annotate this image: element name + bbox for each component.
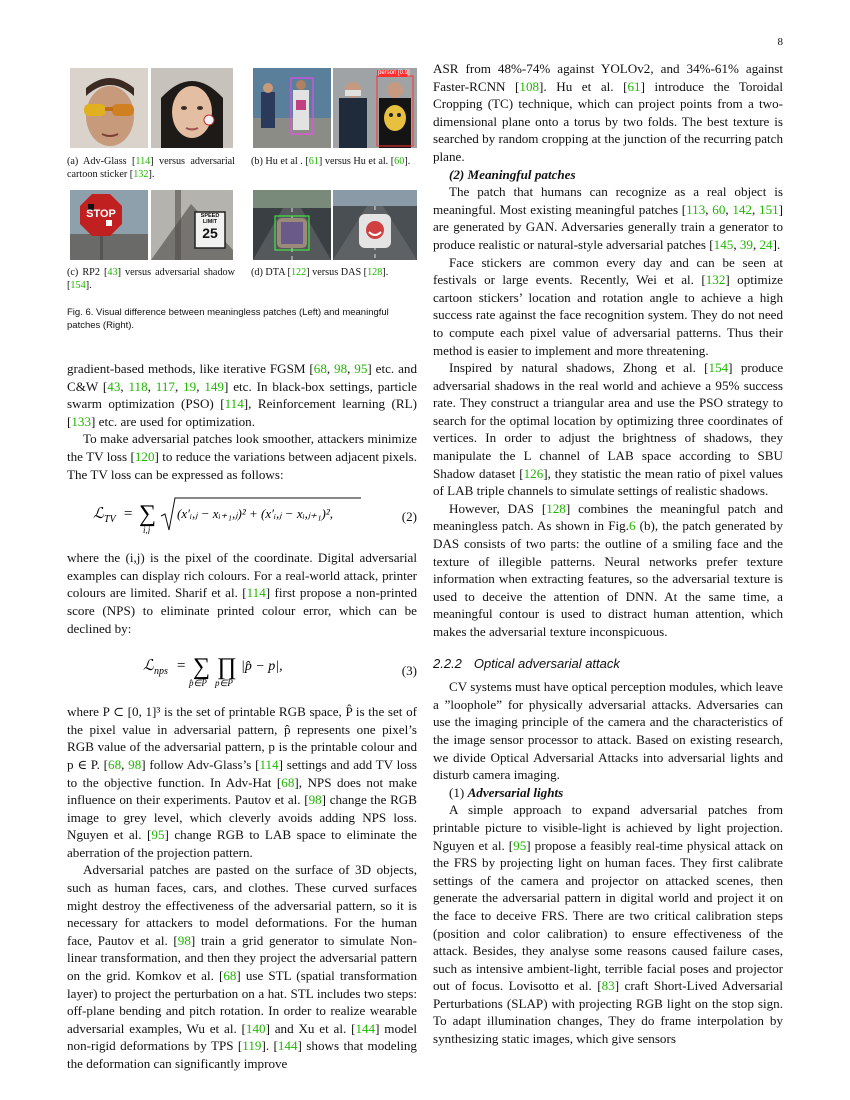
paragraph: However, DAS [128] combines the meaningful patch and meaningless patch. As shown in Fig.6 (b), the patch generated by DAS consists of two parts: the outline of a smiling face and the texture of illegible patterns. Neural networks prefer texture information when extracting features, so the adversarial texture is used to deceive the attention of DNN. At the same time, a meaningful contour is used to distract human attention, which makes the adversarial texture inconspicuous. bbox=[433, 500, 783, 639]
paragraph: Adversarial patches are pasted on the surface of 3D objects, such as human faces, cars, and clothes. These curved surfaces might destroy the effectiveness of the adversarial pattern, so it is necessary for attackers to model deformations. For the human face, Pautov et al. [98] train a grid generator to simulate Non-linear transformation, and then they project the adversarial pattern on the grid. Komkov et al. [68] use STL (spatial transformation layer) to project the perturbation on a hat. STL includes two steps: off-plane bending and pitch rotation. In order to realize wearable adversarial examples, Wu et al. [140] and Xu et al. [144] model non-rigid deformations by TPS [119]. [144] shows that modeling the deformation can significantly improve bbox=[67, 862, 417, 1071]
equation-body bbox=[67, 648, 389, 694]
right-column bbox=[433, 60, 783, 1048]
svg-text:∑: ∑ bbox=[139, 501, 157, 528]
left-column bbox=[67, 360, 417, 1073]
svg-text:=: = bbox=[123, 506, 134, 523]
svg-text:i,j: i,j bbox=[143, 525, 151, 535]
detection-label: person [0.9] bbox=[378, 70, 410, 76]
subheading-adversarial-lights: (1) Adversarial lights bbox=[449, 784, 564, 800]
subfigure-d-caption: (d) DTA [122] versus DAS [128]. bbox=[251, 267, 389, 278]
adv-glass-face-image bbox=[70, 68, 148, 148]
paragraph: ASR from 48%-74% against YOLOv2, and 34%-61% against Faster-RCNN [108]. Hu et al. [61] introduce the Toroidal Cropping (TC) technique, which can project points from a two-dimensional plane onto a torus by two folds. The best texture is searched by random cropping at the junction of the recurring patch plane. bbox=[433, 61, 783, 164]
speed-limit-sign-image bbox=[151, 190, 233, 260]
equation-number: (3) bbox=[401, 663, 417, 679]
das-car-image bbox=[333, 190, 417, 260]
paragraph: A simple approach to expand adversarial patches from printable picture to visible-light is achieved by light projection. Nguyen et al. [95] propose a feasibly real-time physical attack on the FRS by projecting light on human faces. They first calibrate settings of the camera and projector on attacked scenes, then generate the adversarial pattern in digital world and project it on the face to deceive FRS. There are two critical calibration steps (position and color calibration) to ensure effectiveness of the attack. Besides, they analyse some reasons caused failure cases, such as intensive ambient-light, terrible facial poses and projector out of focus. Lovisotto et al. [83] craft Short-Lived Adversarial Perturbations (SLAP) with projecting RGB light on the stop sign. To adapt illumination changes, They do frame interpolation by synthesizing static images, which give sensors bbox=[433, 802, 783, 1047]
svg-text:TV: TV bbox=[104, 514, 116, 526]
svg-text:nps: nps bbox=[154, 666, 168, 678]
svg-text:(x′ᵢ,ⱼ − xᵢ₊₁,ⱼ)² + (x′ᵢ,ⱼ − x: (x′ᵢ,ⱼ − xᵢ₊₁,ⱼ)² + (x′ᵢ,ⱼ − xᵢ,ⱼ₊₁)², bbox=[177, 506, 334, 522]
subfigure-b-caption: (b) Hu et al . [61] versus Hu et al. [60]. bbox=[251, 156, 411, 167]
person-detection-image-left bbox=[253, 68, 331, 148]
stop-sign-image bbox=[70, 190, 148, 260]
svg-text:p∈P: p∈P bbox=[215, 678, 233, 689]
paragraph: Inspired by natural shadows, Zhong et al. [154] produce adversarial shadows in the real world and achieve a 95% success rate. They construct a triangular area and use the PSO strategy to search for the optimal location by optimizing three coordinates of vertices. In order to adjust the brightness of shadows, they manipulate the L channel of LAB space according to SBU Shadow dataset [126], they statistic the mean ratio of pixel values of LAB triple channels to simulate settings of realistic shadows. bbox=[433, 360, 784, 499]
svg-text:|p̂ − p|,: |p̂ − p|, bbox=[241, 659, 283, 675]
paragraph: CV systems must have optical perception modules, which leave a ”loophole” for physically adversarial attacks. Adversaries can use the imaging principle of the camera and the characteristics of the image sensor processor to attack. Based on existing research, we divide Optical Adversarial Attacks into adversarial lights and disturb camera imaging. bbox=[433, 679, 783, 783]
paragraph: Face stickers are common every day and can be seen at festivals or large events. Recently, Wei et al. [132] optimize cartoon stickers’ location and rotation angle to achieve a high success rate against the face recognition system. They do not need to compute each pixel value of adversarial patterns. Thus their method is easier to implement and more threatening. bbox=[433, 254, 783, 358]
paragraph: gradient-based methods, like iterative FGSM [68, 98, 95] etc. and C&W [43, 118, 117, 19, 149] etc. In black-box settings, particle swarm optimization (PSO) [114], Reinforcement learning (RL) [133] etc. are used for optimization. bbox=[67, 361, 417, 429]
stop-sign-text: STOP bbox=[86, 208, 116, 220]
paragraph: where P ⊂ [0, 1]³ is the set of printable RGB space, P̂ is the set of the pixel value in adversarial pattern, p̂ represents one pixel’s RGB value of the adversarial pattern, p is the printable colour and p ∈ P. [68, 98] follow Adv-Glass’s [114] settings and add TV loss to the objective function. In Adv-Hat [68], NPS does not make influence on their experiments. Pautov et al. [98] change the RGB image to grey level, which cleverly avoids adding NPS loss. Nguyen et al. [95] change RGB to LAB space to eliminate the aberration of the projection pattern. bbox=[67, 704, 418, 860]
cartoon-sticker-face-image bbox=[151, 68, 233, 148]
dta-car-image bbox=[253, 190, 331, 260]
svg-text:ℒ: ℒ bbox=[143, 658, 154, 675]
figure-6 bbox=[67, 64, 417, 334]
svg-text:∑: ∑ bbox=[193, 654, 211, 681]
paragraph: To make adversarial patches look smoother, attackers minimize the TV loss [120] to reduce the variations between adjacent pixels. The TV loss can be expressed as follows: bbox=[67, 431, 417, 482]
svg-text:p̂∈P̂: p̂∈P̂ bbox=[189, 678, 207, 689]
paragraph: The patch that humans can recognize as a real object is meaningful. Most existing meaningful patches [113, 60, 142, 151] are generated by GAN. Adversaries generally train a generator to produce realistic or natural-style adversarial patches [145, 39, 24]. bbox=[433, 184, 784, 252]
section-heading-optical: 2.2.2 Optical adversarial attack bbox=[433, 655, 620, 671]
person-detection-image-right bbox=[333, 68, 417, 148]
subheading-meaningful-patches: (2) Meaningful patches bbox=[449, 166, 576, 182]
page-number: 8 bbox=[777, 36, 783, 48]
figure-caption: Fig. 6. Visual difference between meaningless patches (Left) and meaningful patches (Right). bbox=[67, 307, 389, 331]
speed-limit-text: SPEED LIMIT 25 bbox=[200, 213, 220, 241]
svg-text:∏: ∏ bbox=[217, 654, 237, 681]
equation-body bbox=[67, 494, 389, 540]
equation-nps bbox=[67, 651, 417, 691]
subfigure-c-caption: (c) RP2 [43] versus adversarial shadow [154]. bbox=[67, 267, 235, 291]
svg-text:=: = bbox=[176, 658, 187, 675]
svg-text:ℒ: ℒ bbox=[93, 506, 104, 523]
equation-tv-loss bbox=[67, 497, 417, 537]
equation-number: (2) bbox=[401, 509, 417, 525]
paragraph: where the (i,j) is the pixel of the coordinate. Digital adversarial examples can display rich colours. For a real-world attack, printer colours are limited. Sharif et al. [114] first propose a non-printed score (NPS) to eliminate printed colour error, which can be declined by: bbox=[67, 550, 417, 636]
subfigure-a-caption: (a) Adv-Glass [114] versus adversarial cartoon sticker [132]. bbox=[67, 156, 236, 180]
